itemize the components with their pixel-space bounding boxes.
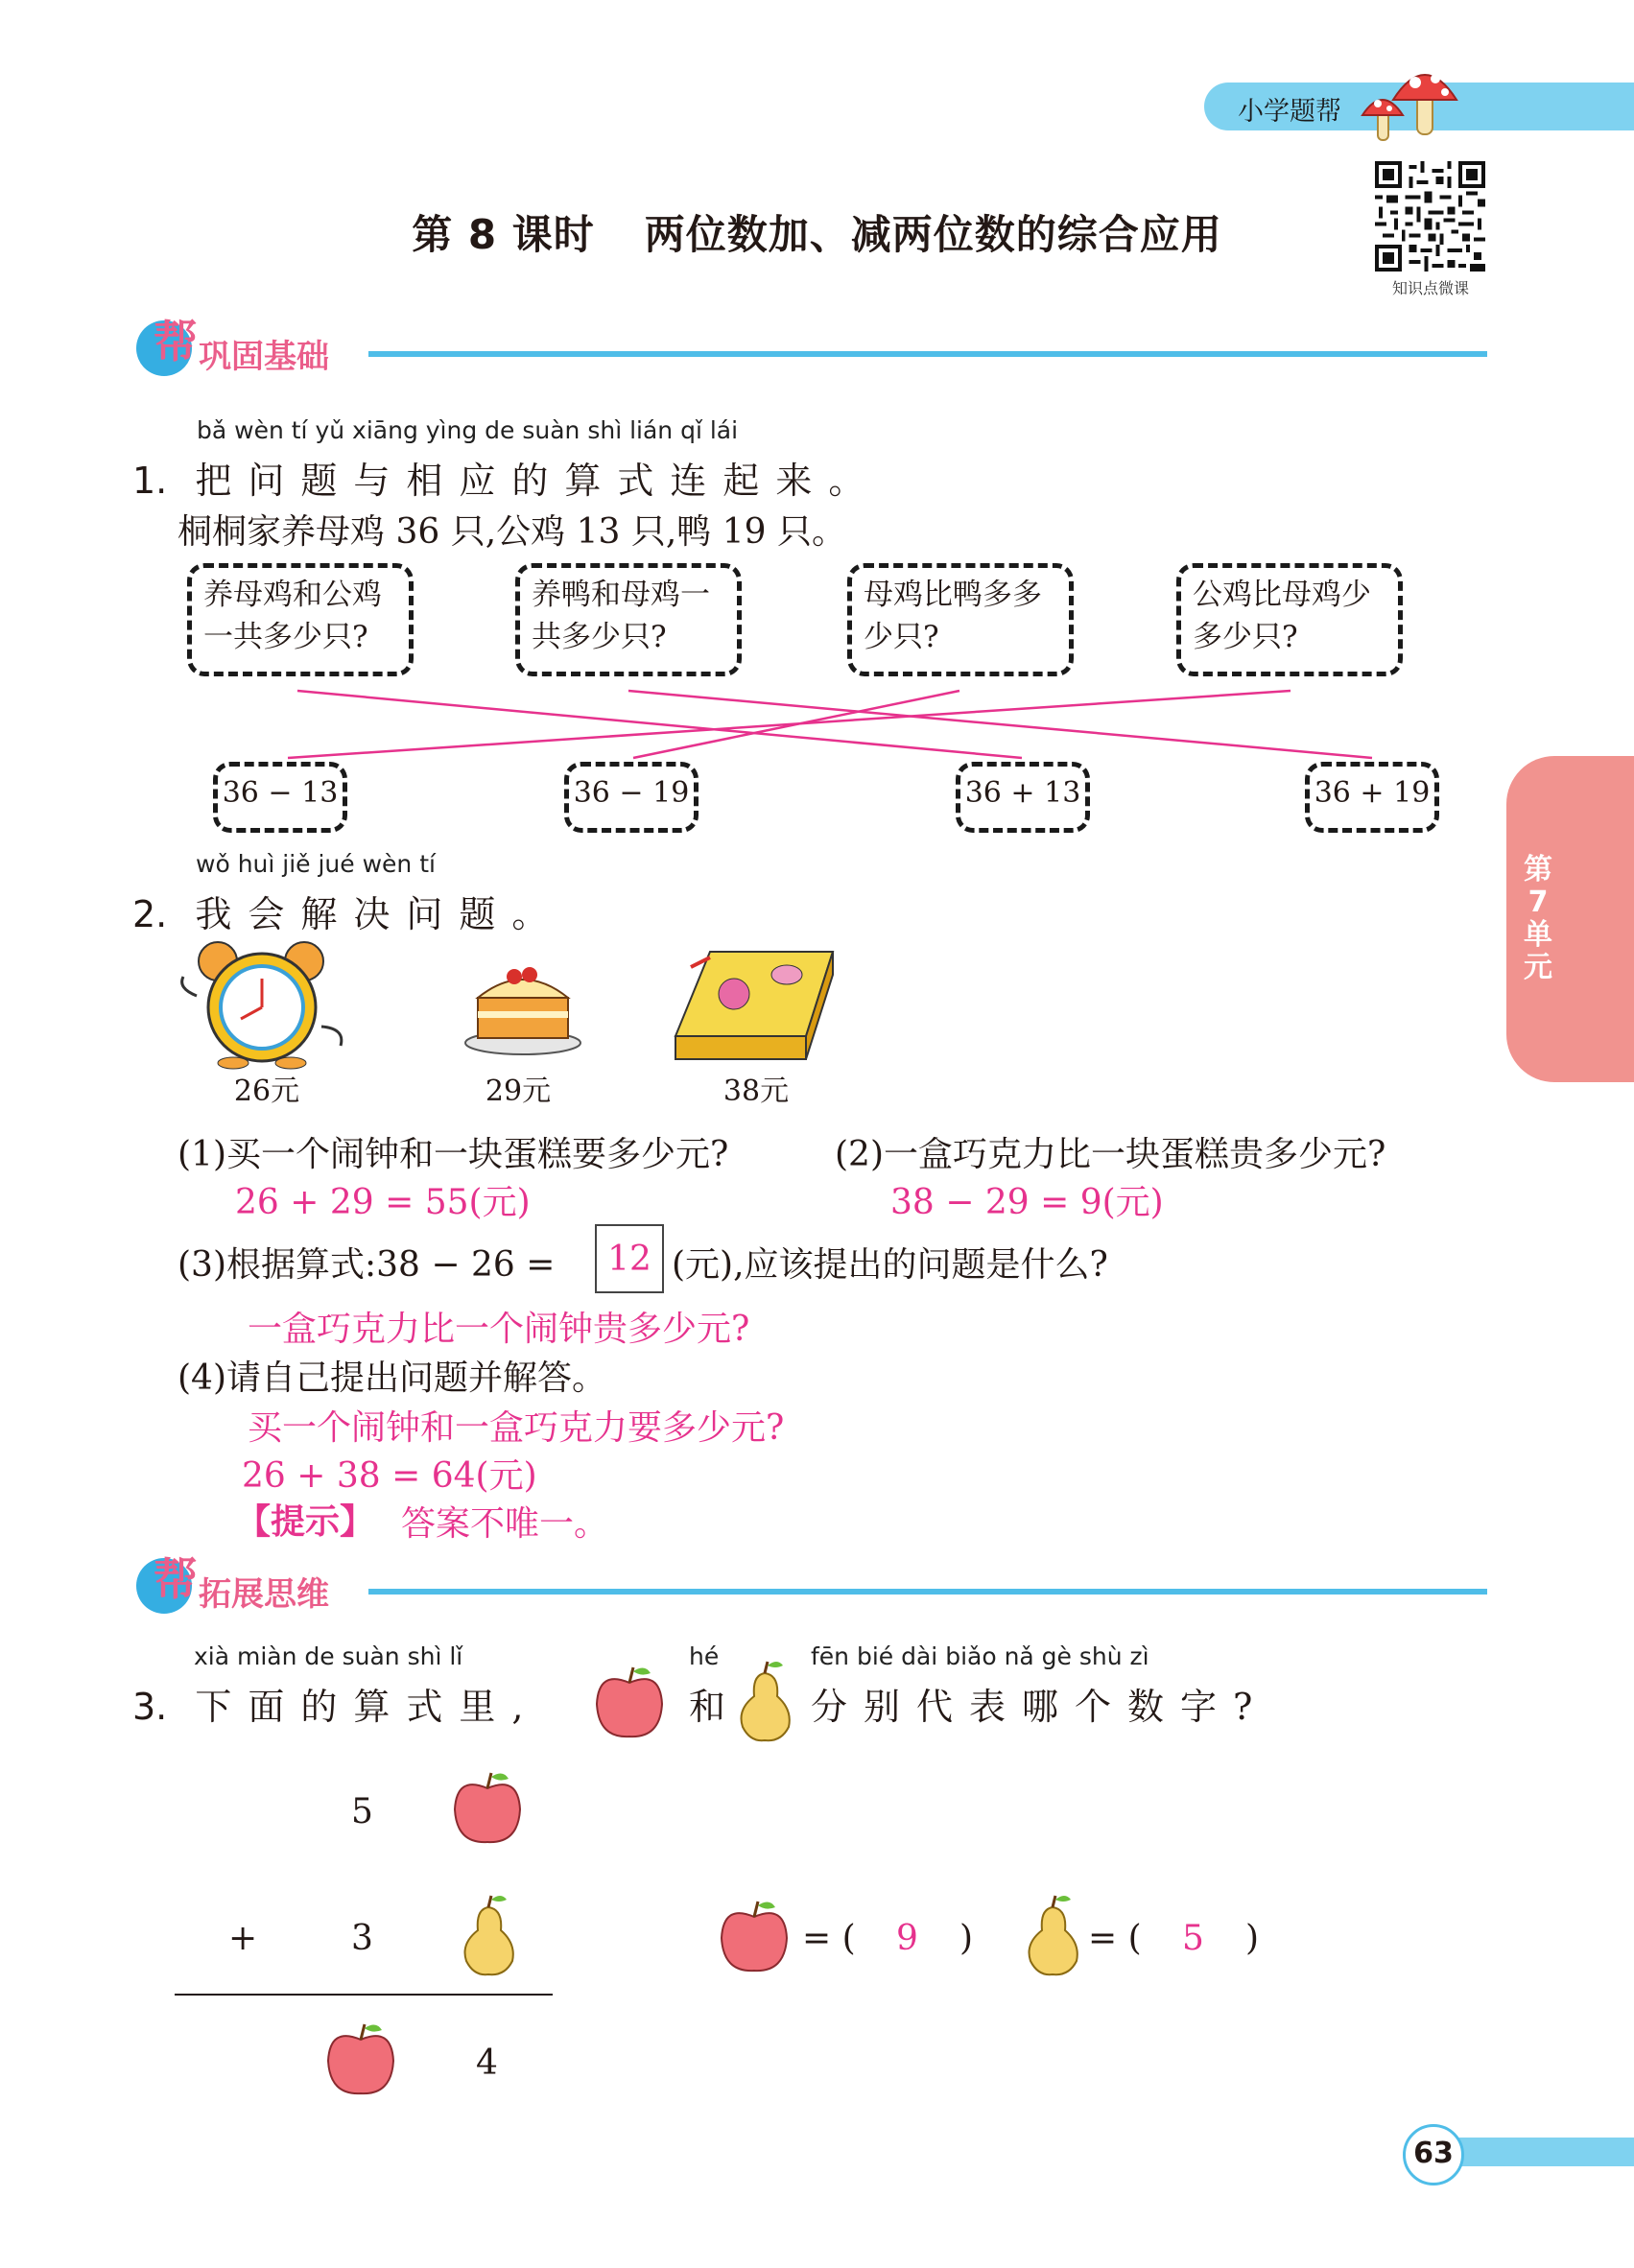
section-divider xyxy=(368,1589,1487,1595)
section-basic-title: 巩固基础 xyxy=(199,338,329,376)
plus-sign: + xyxy=(228,1919,258,1958)
q2-number: 2. xyxy=(132,893,168,935)
apple-icon xyxy=(589,1662,670,1742)
q1-pinyin: bǎ wèn tí yǔ xiāng yìng de suàn shì lián qǐ lái xyxy=(197,416,739,444)
hint-text: 答案不唯一。 xyxy=(401,1504,609,1544)
q2-sub1-answer: 26 + 29 = 55(元) xyxy=(235,1183,531,1222)
equals-close: ) xyxy=(959,1919,974,1958)
cake-icon xyxy=(461,952,585,1057)
price-label: 26元 xyxy=(233,1075,300,1108)
q3-pinyin-b: hé xyxy=(689,1642,720,1670)
q3-number: 3. xyxy=(132,1686,168,1728)
q1-context: 桐桐家养母鸡 36 只,公鸡 13 只,鸭 19 只。 xyxy=(178,512,846,552)
vertical-digit: 3 xyxy=(351,1919,373,1958)
section-extend-title: 拓展思维 xyxy=(199,1575,329,1614)
equals-open: = ( xyxy=(1088,1919,1142,1958)
question-box: 养母鸡和公鸡 一共多少只? xyxy=(187,563,414,676)
q2-sub2-question: (2)一盒巧克力比一块蛋糕贵多少元? xyxy=(835,1135,1386,1174)
q3-pinyin-c: fēn bié dài biǎo nǎ gè shù zì xyxy=(811,1642,1149,1670)
q2-sub4-answer-question: 买一个闹钟和一盒巧克力要多少元? xyxy=(248,1408,785,1448)
q2-sub1-question: (1)买一个闹钟和一块蛋糕要多少元? xyxy=(178,1135,729,1174)
q1-text: 把问题与相应的算式连起来。 xyxy=(195,460,882,502)
q2-sub2-answer: 38 − 29 = 9(元) xyxy=(890,1183,1164,1222)
apple-answer: 9 xyxy=(896,1919,918,1958)
price-label: 29元 xyxy=(485,1075,552,1108)
apple-icon xyxy=(714,1896,794,1976)
match-line xyxy=(628,691,1372,758)
section-extend-mark: 帮 xyxy=(154,1553,198,1605)
q3-pinyin-a: xià miàn de suàn shì lǐ xyxy=(194,1642,463,1670)
expression-box: 36 − 19 xyxy=(564,762,699,833)
q2-sub3-prefix: (3)根据算式:38 − 26 = xyxy=(178,1245,556,1285)
price-label: 38元 xyxy=(722,1075,790,1108)
lesson-title: 两位数加、减两位数的综合应用 xyxy=(644,211,1222,258)
equals-close: ) xyxy=(1245,1919,1260,1958)
equals-open: = ( xyxy=(802,1919,856,1958)
sum-line xyxy=(175,1994,553,1996)
alarm-clock-icon xyxy=(178,940,350,1070)
q3-prompt-c: 分别代表哪个数字? xyxy=(811,1686,1269,1728)
expression-box: 36 − 13 xyxy=(213,762,347,833)
q3-prompt-a xyxy=(132,1677,539,1730)
section-basic-mark: 帮 xyxy=(154,316,198,367)
vertical-digit: 5 xyxy=(351,1792,373,1831)
match-line xyxy=(288,691,1291,758)
lesson-number: 第 8 课时 xyxy=(412,211,595,258)
pear-answer: 5 xyxy=(1182,1919,1204,1958)
q2-sub3-suffix: (元),应该提出的问题是什么? xyxy=(672,1245,1108,1285)
brand-name: 小学题帮 xyxy=(1238,97,1341,127)
question-box: 公鸡比母鸡少 多少只? xyxy=(1176,563,1403,676)
answer-box: 12 xyxy=(595,1224,664,1293)
unit-tab-label: 第7单元 xyxy=(1524,853,1552,984)
page-number-bar xyxy=(1439,2138,1634,2166)
q2-text: 我会解决问题。 xyxy=(195,893,565,935)
pear-icon xyxy=(1021,1892,1084,1978)
page-number: 63 xyxy=(1403,2124,1464,2185)
vertical-digit: 4 xyxy=(476,2044,498,2083)
q2-sub4-question: (4)请自己提出问题并解答。 xyxy=(178,1358,606,1398)
q1-number: 1. xyxy=(132,460,168,502)
apple-icon xyxy=(447,1767,528,1848)
q3-prompt-b: 和 xyxy=(689,1686,743,1728)
q2-pinyin: wǒ huì jiě jué wèn tí xyxy=(196,850,436,878)
pear-icon xyxy=(733,1658,796,1744)
pear-icon xyxy=(457,1892,520,1978)
q3-text-a: 下面的算式里, xyxy=(195,1686,540,1728)
question-box: 养鸭和母鸡一 共多少只? xyxy=(515,563,742,676)
apple-icon xyxy=(320,2019,401,2099)
chocolate-box-icon xyxy=(672,948,837,1067)
q2-sub3-answer: 一盒巧克力比一个闹钟贵多少元? xyxy=(248,1310,750,1349)
qr-caption: 知识点微课 xyxy=(1391,279,1469,297)
question-box: 母鸡比鸭多多 少只? xyxy=(847,563,1074,676)
expression-box: 36 + 19 xyxy=(1305,762,1439,833)
hint-label: 【提示】 xyxy=(236,1502,375,1542)
expression-box: 36 + 13 xyxy=(956,762,1090,833)
matching-lines xyxy=(0,0,1634,863)
q2-sub4-answer-equation: 26 + 38 = 64(元) xyxy=(242,1456,537,1496)
q2-prompt xyxy=(132,885,564,937)
